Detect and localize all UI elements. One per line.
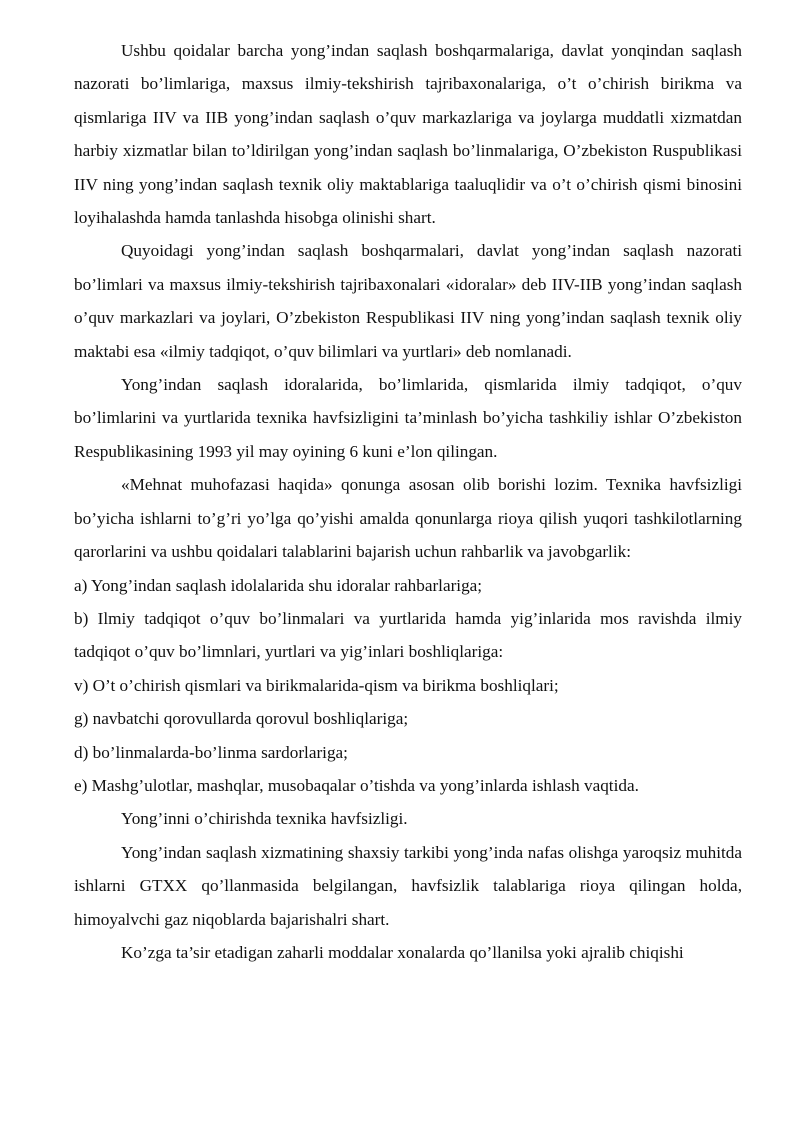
list-item-g: g) navbatchi qorovullarda qorovul boshliqlariga; — [74, 709, 409, 729]
list-item-b: b) Ilmiy tadqiqot o’quv bo’linmalari va yurtlarida hamda yig’inlarida mos ravishda ilmiy tadqiqot o’quv bo’limnlari, yurtlari va yig’inlari boshliqlariga: — [74, 608, 742, 662]
section-heading-safety: Yong’inni o’chirishda texnika havfsizligi. — [121, 809, 408, 829]
list-item-v: v) O’t o’chirish qismlari va birikmalarida-qism va birikma boshliqlari; — [74, 675, 559, 695]
list-item-e: e) Mashg’ulotlar, mashqlar, musobaqalar o’tishda va yong’inlarda ishlash vaqtida. — [74, 775, 639, 795]
paragraph-labor-protection-law: «Mehnat muhofazasi haqida» qonunga asosan olib borishi lozim. Texnika havfsizligi bo’yicha ishlarni to’g’ri yo’lga qo’yishi amalda qonunlarga rioya qilish yuqori tashkilotlarning qarorlarini va ushbu qoidalari talablarini bajarish uchun rahbarlik va javobgarlik: — [74, 475, 742, 562]
paragraph-scope: Ushbu qoidalar barcha yong’indan saqlash boshqarmalariga, davlat yonqindan saqlash nazorati bo’limlariga, maxsus ilmiy-tekshirish tajribaxonalariga, o’t o’chirish birikma va qismlariga IIV va IIB yong’indan saqlash o’quv markazlariga va joylarga muddatli xizmatdan harbiy xizmatlar bilan to’ldirilgan yong’indan saqlash bo’linmalariga, O’zbekiston Ruspublikasi IIV ning yong’indan saqlash texnik oliy maktablariga taaluqlidir va o’t o’chirish qismi binosini loyihalashda hamda tanlashda hisobga olinishi shart. — [74, 41, 742, 228]
list-item-d: d) bo’linmalarda-bo’linma sardorlariga; — [74, 742, 348, 762]
list-item-a: a) Yong’indan saqlash idolalarida shu idoralar rahbarlariga; — [74, 575, 483, 595]
paragraph-definitions: Quyoidagi yong’indan saqlash boshqarmalari, davlat yong’indan saqlash nazorati bo’limlari va maxsus ilmiy-tekshirish tajribaxonalari «idoralar» deb IIV-IIB yong’indan saqlash o’quv markazlari va joylari, O’zbekiston Respublikasi IIV ning yong’indan saqlash texnik oliy maktabi esa «ilmiy tadqiqot, o’quv bilimlari va yurtlari» deb nomlanadi. — [74, 241, 742, 361]
paragraph-gas-masks: Yong’indan saqlash xizmatining shaxsiy tarkibi yong’inda nafas olishga yaroqsiz muhitda ishlarni GTXX qo’llanmasida belgilangan, havfsizlik talablariga rioya qilingan holda, himoyalvchi gaz niqoblarda bajarishalri shart. — [74, 842, 742, 929]
paragraph-toxic-substances: Ko’zga ta’sir etadigan zaharli moddalar xonalarda qo’llanilsa yoki ajralib chiqishi — [121, 942, 684, 962]
paragraph-organizational-work: Yong’indan saqlash idoralarida, bo’limlarida, qismlarida ilmiy tadqiqot, o’quv bo’limlarini va yurtlarida texnika havfsizligini ta’minlash bo’yicha tashkiliy ishlar O’zbekiston Respublikasining 1993 yil may oyining 6 kuni e’lon qilingan. — [74, 375, 742, 461]
